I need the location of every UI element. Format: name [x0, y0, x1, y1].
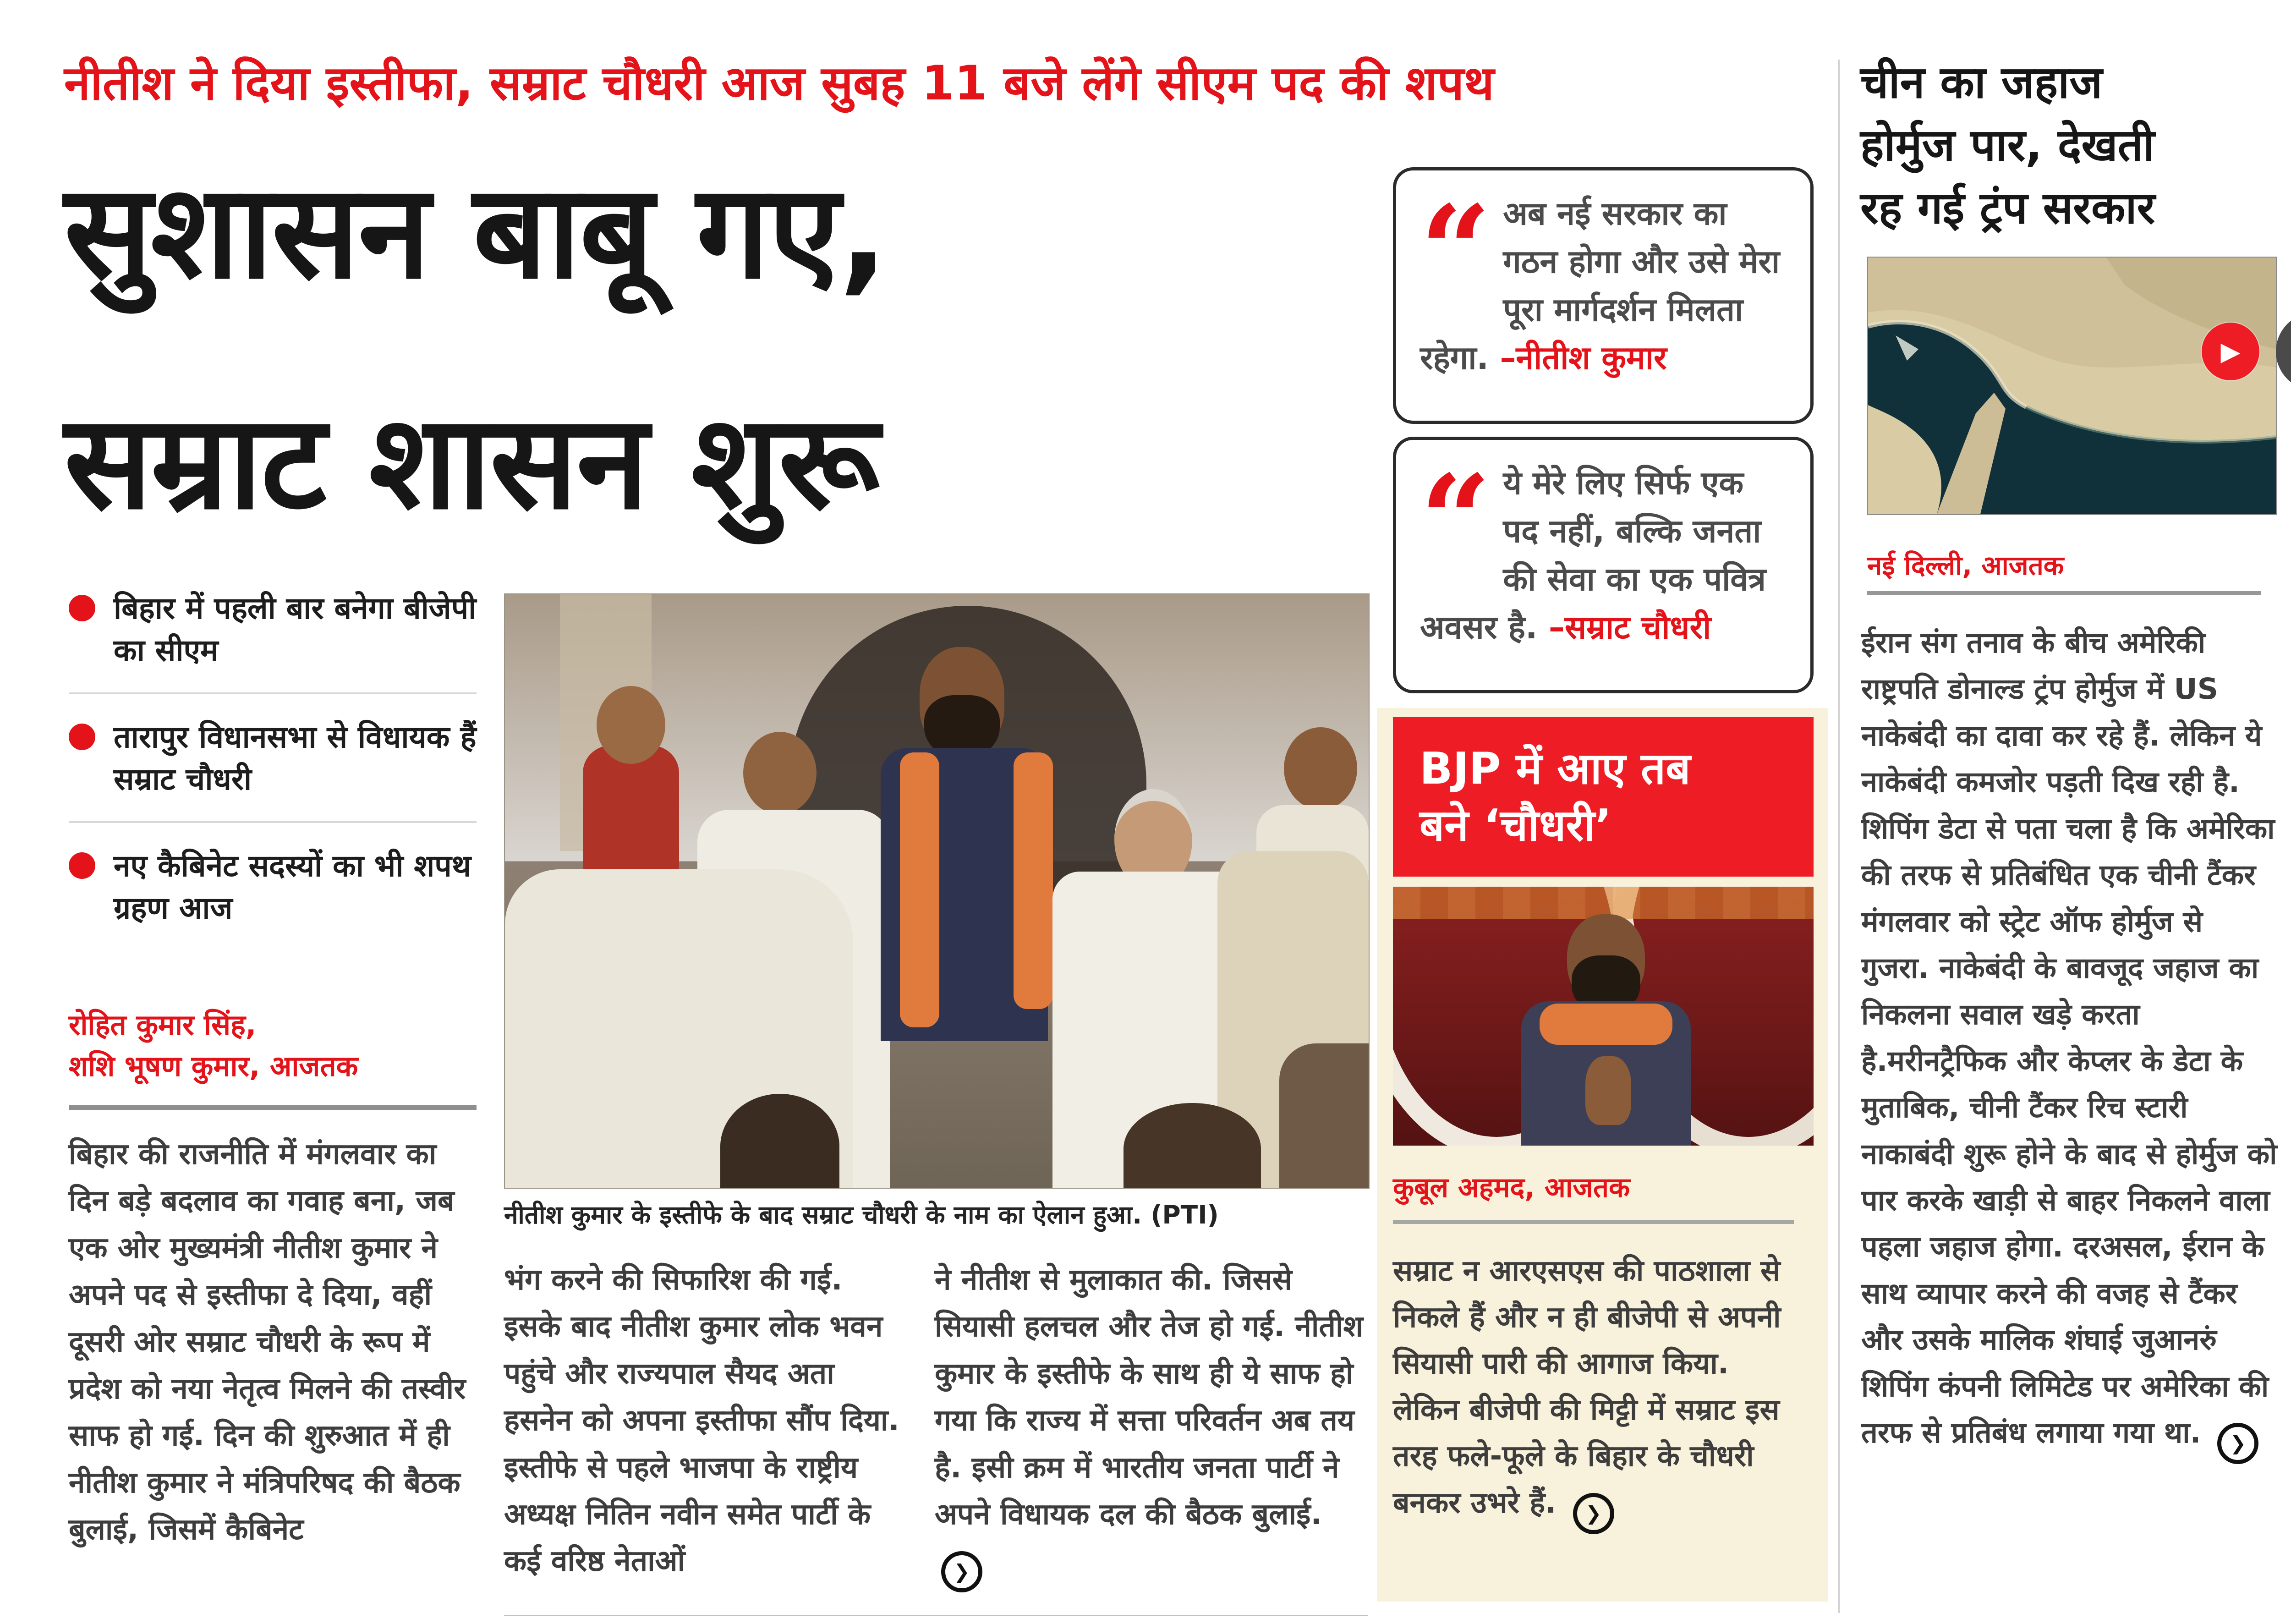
play-button[interactable] — [2202, 323, 2259, 380]
divider — [1393, 1220, 1794, 1224]
right-story-byline: नई दिल्ली, आजतक — [1867, 550, 2064, 581]
photo-head — [743, 732, 817, 814]
photo-caption: नीतीश कुमार के इस्तीफे के बाद सम्राट चौधरी के नाम का ऐलान हुआ. (PTI) — [504, 1200, 1219, 1229]
read-more-arrow-icon[interactable]: ❯ — [2217, 1423, 2258, 1464]
quote-attribution: –सम्राट चौधरी — [1548, 609, 1711, 646]
side-story-text: सम्राट न आरएसएस की पाठशाला से निकले हैं और न ही बीजेपी से अपनी सियासी पारी की आगाज किया. लेकिन बीजेपी की मिट्टी में सम्राट इस तरह फले-फूले के बिहार के चौधरी बनकर उभरे हैं. — [1393, 1254, 1781, 1520]
bullet-dot-icon — [69, 852, 95, 879]
satellite-photo — [1867, 257, 2277, 515]
side-story-byline: कुबूल अहमद, आजतक — [1393, 1172, 1630, 1204]
right-headline-line1: चीन का जहाज — [1860, 56, 2103, 108]
highlights-list — [69, 587, 477, 929]
list-item — [69, 716, 477, 801]
main-headline — [64, 117, 1402, 577]
right-story-headline — [1860, 51, 2277, 239]
lead-body-text: बिहार की राजनीति में मंगलवार का दिन बड़े बदलाव का गवाह बना, जब एक ओर मुख्यमंत्री नीतीश कुमार ने अपने पद से इस्तीफा दे दिया, वहीं दूसरी ओर सम्राट चौधरी के रूप में प्रदेश को नया नेतृत्व मिलने की तस्वीर साफ हो गई. दिन की शुरुआत में ही नीतीश कुमार ने मंत्रिपरिषद की बैठक बुलाई, जिसमें कैबिनेट — [69, 1137, 466, 1547]
photo-folded-hands — [1585, 1056, 1631, 1125]
photo-foreground-shoulder — [1279, 1043, 1370, 1189]
bullet-text: तारापुर विधानसभा से विधायक हैं सम्राट चौधरी — [114, 719, 477, 797]
bullet-text: नए कैबिनेट सदस्यों का भी शपथ ग्रहण आज — [114, 848, 471, 926]
divider — [1867, 591, 2261, 595]
lead-byline — [69, 1004, 481, 1087]
bullet-dot-icon — [69, 724, 95, 750]
right-headline-line3: रह गई ट्रंप सरकार — [1860, 181, 2155, 234]
photo-head — [597, 686, 665, 764]
quote-body: अब नई सरकार का गठन होगा और उसे मेरा पूरा मार्गदर्शन मिलता रहेगा. — [1420, 195, 1780, 377]
article-column-1: भंग करने की सिफारिश की गई. इसके बाद नीतीश कुमार लोक भवन पहुंचे और राज्यपाल सैयद अता हसनेन को अपना इस्तीफा सौंप दिया. इस्तीफे से पहले भाजपा के राष्ट्रीय अध्यक्ष नितिन नवीन समेत पार्टी के कई वरिष्ठ नेताओं — [504, 1263, 899, 1579]
divider — [69, 692, 477, 694]
quote-body: ये मेरे लिए सिर्फ एक पद नहीं, बल्कि जनता की सेवा का एक पवित्र अवसर है. — [1420, 464, 1766, 646]
edge-nav-circle[interactable] — [2276, 313, 2291, 390]
quote-box-nitish — [1393, 167, 1814, 424]
bullet-dot-icon — [69, 595, 95, 621]
main-photo — [504, 593, 1370, 1189]
right-story-text: ईरान संग तनाव के बीच अमेरिकी राष्ट्रपति डोनाल्ड ट्रंप होर्मुज में US नाकेबंदी का दावा कर रहे हैं. लेकिन ये नाकेबंदी कमजोर पड़ती दिख रही है. शिपिंग डेटा से पता चला है कि अमेरिका की तरफ से प्रतिबंधित एक चीनी टैंकर मंगलवार को स्ट्रेट ऑफ होर्मुज से गुजरा. नाकेबंदी के बावजूद जहाज का निकलना सवाल खड़े करता है.मरीनट्रैफिक और केप्लर के डेटा के मुताबिक, चीनी टैंकर रिच स्टारी नाकाबंदी शुरू होने के बाद से होर्मुज को पार करके खाड़ी से बाहर निकलने वाला पहला जहाज होगा. दरअसल, ईरान के साथ व्यापार करने की वजह से टैंकर और उसके मालिक शंघाई जुआनरुं शिपिंग कंपनी लिमिटेड पर अमेरिका की तरफ से प्रतिबंध लगाया गया था. — [1861, 626, 2277, 1450]
divider — [69, 821, 477, 823]
quote-box-samrat — [1393, 437, 1814, 693]
photo-saffron-scarf — [1014, 752, 1053, 1009]
samrat-photo — [1393, 887, 1814, 1146]
satellite-map-graphic — [1868, 258, 2276, 514]
side-story-title-line2: बने ‘चौधरी’ — [1420, 800, 1612, 851]
main-headline-line1: सुशासन बाबू गए, — [64, 156, 887, 307]
article-column-2-text: ने नीतीश से मुलाकात की. जिससे सियासी हलचल और तेज हो गई. नीतीश कुमार के इस्तीफे के साथ ही ये साफ हो गया कि राज्य में सत्ता परिवर्तन अब तय है. इसी क्रम में भारतीय जनता पार्टी ने अपने विधायक दल की बैठक बुलाई. — [935, 1263, 1364, 1531]
side-story-title-line1: BJP में आए तब — [1420, 744, 1691, 794]
photo-saffron-scarf — [900, 752, 939, 1027]
divider — [69, 1105, 477, 1110]
play-icon: ▶ — [2220, 336, 2241, 367]
photo-saffron-scarf — [1540, 1004, 1672, 1045]
side-story-body — [1393, 1248, 1798, 1534]
quote-icon: “ — [1420, 178, 1491, 324]
main-headline-line2: सम्राट शासन शुरू — [64, 386, 878, 538]
divider — [504, 1615, 1368, 1616]
photo-foreground-head — [1124, 1103, 1261, 1189]
list-item — [69, 587, 477, 672]
bullet-text: बिहार में पहली बार बनेगा बीजेपी का सीएम — [114, 591, 477, 669]
side-story-title-box — [1393, 717, 1814, 877]
byline-line1: रोहित कुमार सिंह, — [69, 1008, 257, 1042]
right-story-body — [1861, 620, 2277, 1464]
photo-person-red-shirt — [583, 746, 679, 883]
read-more-arrow-icon[interactable]: ❯ — [941, 1551, 982, 1592]
photo-head — [1284, 727, 1357, 810]
article-column-2 — [935, 1256, 1370, 1592]
read-more-arrow-icon[interactable]: ❯ — [1573, 1493, 1614, 1534]
quote-attribution: –नीतीश कुमार — [1500, 339, 1667, 377]
byline-line2: शशि भूषण कुमार, आजतक — [69, 1049, 358, 1083]
right-headline-line2: होर्मुज पार, देखती — [1860, 119, 2155, 171]
column-divider — [1838, 60, 1840, 1613]
quote-icon: “ — [1420, 447, 1491, 593]
list-item — [69, 845, 477, 930]
top-strip-headline: नीतीश ने दिया इस्तीफा, सम्राट चौधरी आज सुबह 11 बजे लेंगे सीएम पद की शपथ — [64, 56, 1494, 111]
